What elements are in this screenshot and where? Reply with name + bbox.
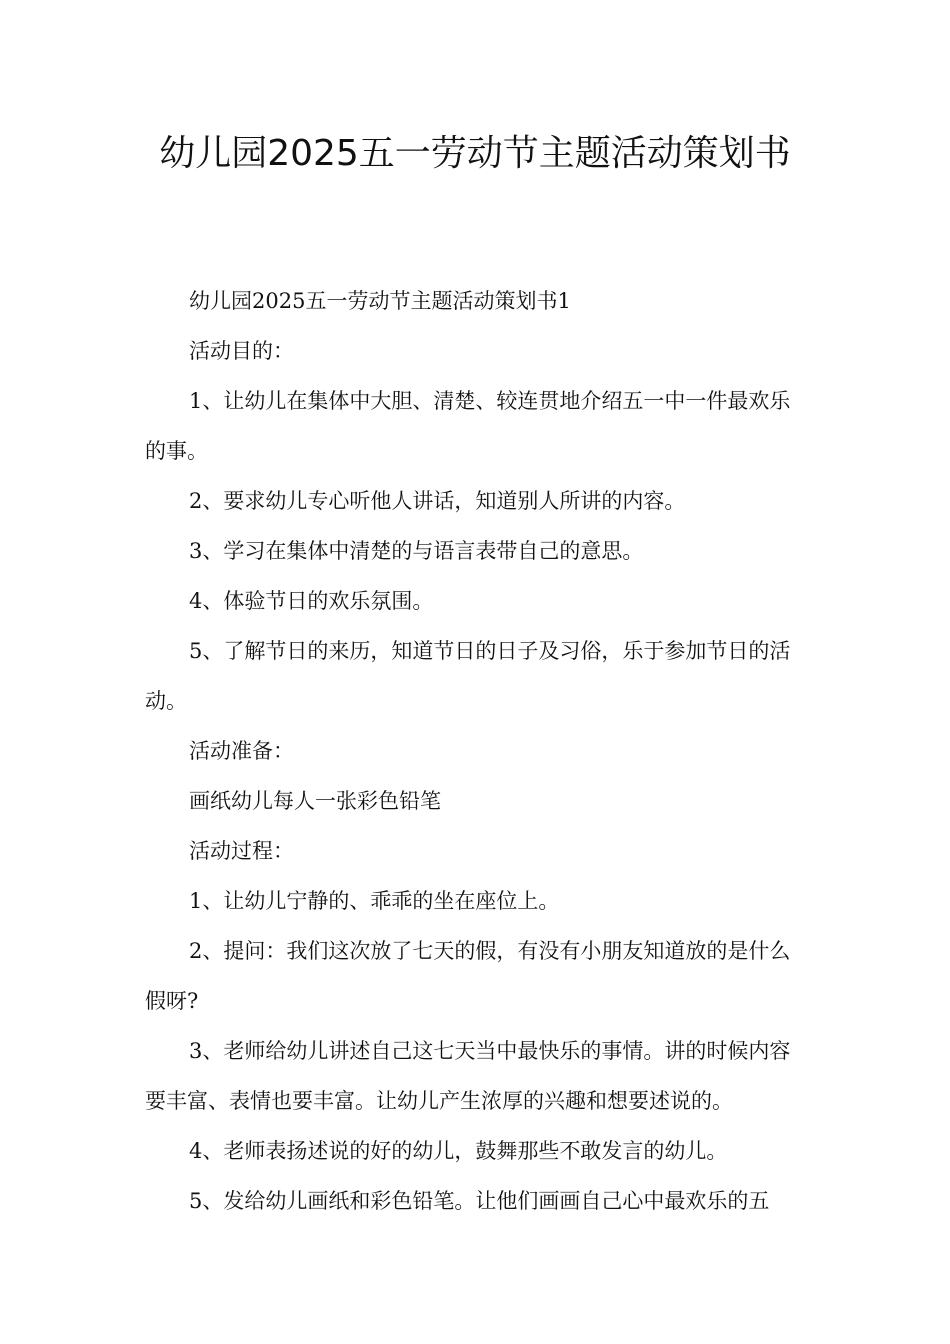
paragraph-preparation: 画纸幼儿每人一张彩色铅笔 xyxy=(189,789,441,813)
paragraph-goal-5: 5、了解节日的来历，知道节日的日子及习俗，乐于参加节日的活动。 xyxy=(145,639,791,713)
paragraph-heading: 幼儿园2025五一劳动节主题活动策划书1 xyxy=(189,289,571,313)
paragraph-goal-4: 4、体验节日的欢乐氛围。 xyxy=(189,589,434,613)
paragraph-goal-1: 1、让幼儿在集体中大胆、清楚、较连贯地介绍五一中一件最欢乐的事。 xyxy=(145,389,791,463)
paragraph-process-3: 3、老师给幼儿讲述自己这七天当中最快乐的事情。讲的时候内容要丰富、表情也要丰富。让幼儿产生浓厚的兴趣和想要述说的。 xyxy=(145,1039,791,1113)
paragraph-process-4: 4、老师表扬述说的好的幼儿，鼓舞那些不敢发言的幼儿。 xyxy=(189,1139,728,1163)
paragraph-goal-3: 3、学习在集体中清楚的与语言表带自己的意思。 xyxy=(189,539,644,563)
paragraph-process-1: 1、让幼儿宁静的、乖乖的坐在座位上。 xyxy=(189,889,560,913)
document-body xyxy=(145,276,805,1226)
paragraph-preparation-label: 活动准备： xyxy=(189,739,294,763)
paragraph-goal-2: 2、要求幼儿专心听他人讲话，知道别人所讲的内容。 xyxy=(189,489,686,513)
paragraph-goal-label: 活动目的： xyxy=(189,339,294,363)
document-title: 幼儿园2025五一劳动节主题活动策划书 xyxy=(159,133,791,174)
paragraph-process-label: 活动过程： xyxy=(189,839,294,863)
paragraph-process-5: 5、发给幼儿画纸和彩色铅笔。让他们画画自己心中最欢乐的五 xyxy=(189,1189,770,1213)
paragraph-process-2: 2、提问：我们这次放了七天的假，有没有小朋友知道放的是什么假呀? xyxy=(145,939,791,1013)
